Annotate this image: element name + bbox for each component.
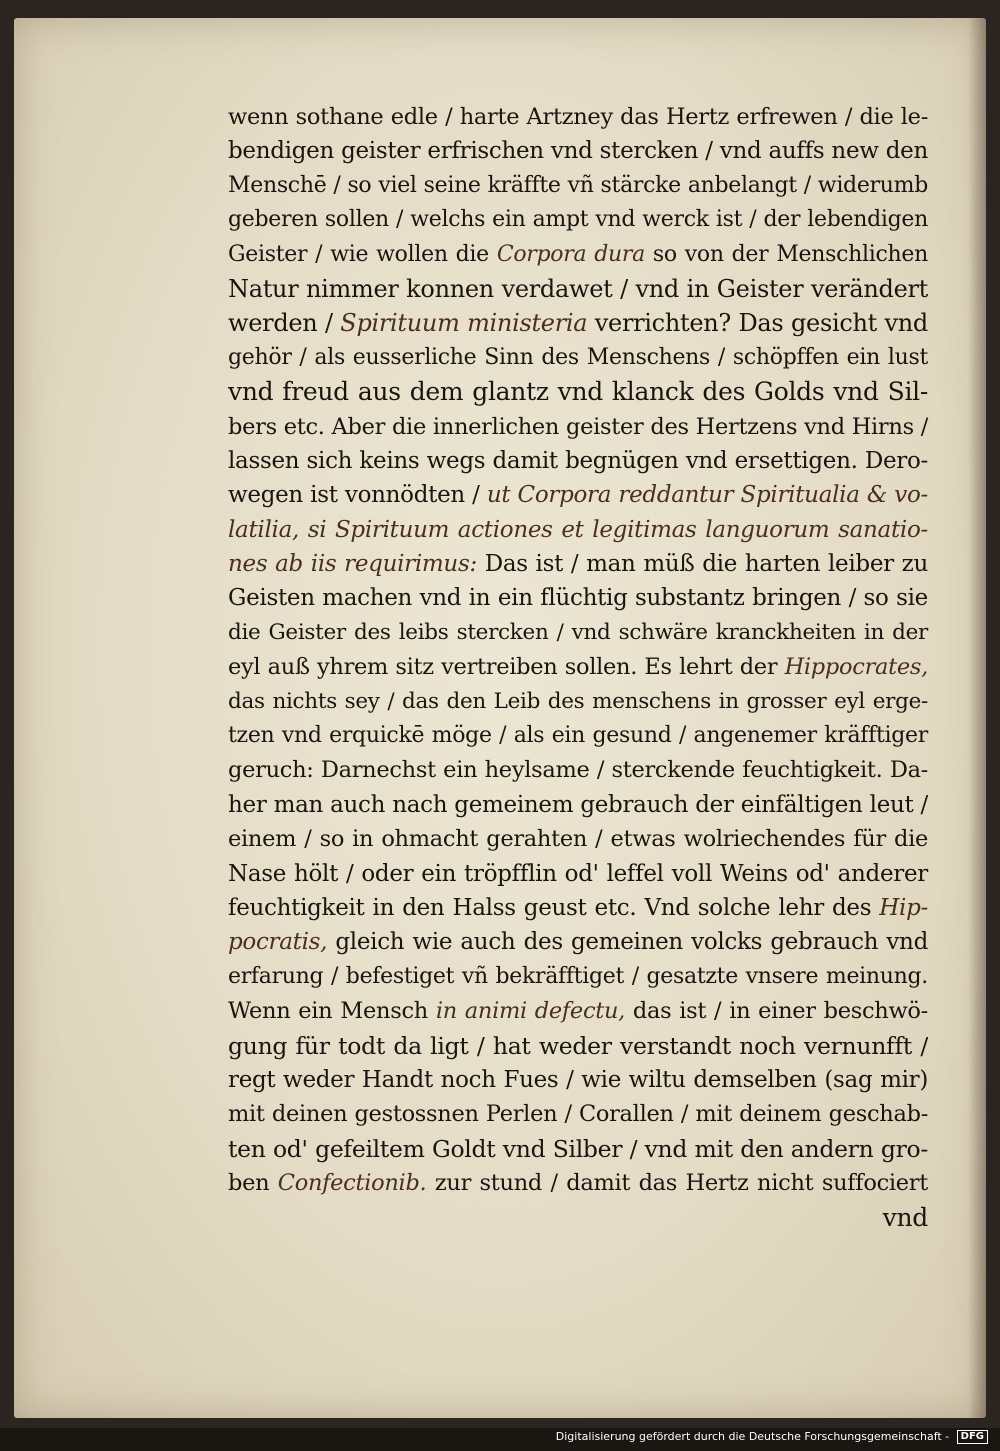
footer-credit — [556, 1430, 988, 1444]
text-line: werden / Spirituum ministeria verrichten? Das gesicht vnd — [228, 309, 928, 338]
catchword: vnd — [882, 1202, 928, 1232]
text-line: ten od' gefeiltem Goldt vnd Silber / vnd mit den andern gro- — [228, 1134, 928, 1163]
text-line: wegen ist vonnödten / ut Corpora reddantur Spiritualia & vo- — [228, 482, 928, 509]
latin-italic: latilia, si Spirituum actiones et legitimas languorum sanatio- — [228, 516, 928, 543]
text-line: Geister / wie wollen die Corpora dura so von der Menschlichen — [228, 241, 928, 267]
text-line — [228, 513, 928, 547]
text-line: gehör / als eusserliche Sinn des Menschens / schöpffen ein lust — [228, 344, 928, 370]
latin-italic: Hip- — [879, 894, 928, 921]
dfg-logo: DFG — [957, 1430, 988, 1444]
latin-italic: Spirituum ministeria — [340, 309, 588, 338]
text-line: her man auch nach gemeinem gebrauch der einfältigen leut / — [228, 791, 928, 818]
latin-italic: pocratis, — [228, 929, 328, 956]
text-line: vnd freud aus dem glantz vnd klanck des Golds vnd Sil- — [228, 377, 928, 407]
text-line: Geisten machen vnd in ein flüchtig substantz bringen / so sie — [228, 585, 928, 612]
latin-italic: in animi defectu, — [435, 998, 626, 1025]
text-line: erfarung / befestiget vñ bekräfftiget / gesatzte vnsere meinung. — [228, 963, 928, 989]
footer-text: Digitalisierung gefördert durch die Deutsche Forschungsgemeinschaft - — [555, 1430, 950, 1443]
text-line: bendigen geister erfrischen vnd stercken / vnd auffs new den — [228, 138, 928, 165]
text-line: die Geister des leibs stercken / vnd schwäre kranckheiten in der — [228, 619, 928, 645]
text-line: mit deinen gestossnen Perlen / Corallen / mit deinem geschab- — [228, 1101, 928, 1128]
text-line: Nase hölt / oder ein tröpfflin od' leffel voll Weins od' anderer — [228, 860, 928, 887]
page-spine-shadow — [968, 18, 986, 1418]
latin-italic: ut Corpora reddantur Spiritualia & vo- — [486, 482, 928, 509]
latin-italic: Hippocrates, — [784, 654, 928, 681]
text-line: Wenn ein Mensch in animi defectu, das ist / in einer beschwö- — [228, 998, 928, 1025]
book-page — [14, 18, 986, 1418]
text-line: regt weder Handt noch Fues / wie wiltu demselben (sag mir) — [228, 1066, 928, 1093]
text-line: wenn sothane edle / harte Artzney das Hertz erfrewen / die le- — [228, 104, 928, 130]
text-line: lassen sich keins wegs damit begnügen vnd ersettigen. Dero- — [228, 447, 928, 474]
text-line: gung für todt da ligt / hat weder verstandt noch vernunfft / — [228, 1031, 928, 1060]
text-line: pocratis, gleich wie auch des gemeinen volcks gebrauch vnd — [228, 929, 928, 956]
latin-italic: Corpora dura — [496, 241, 645, 267]
text-block — [228, 100, 928, 1235]
text-line: einem / so in ohmacht gerahten / etwas wolriechendes für die — [228, 826, 928, 853]
text-line: nes ab iis requirimus: Das ist / man müß die harten leiber zu — [228, 551, 928, 578]
text-line: Natur nimmer konnen verdawet / vnd in Geister verändert — [228, 274, 928, 303]
text-line: feuchtigkeit in den Halss geust etc. Vnd solche lehr des Hip- — [228, 894, 928, 921]
text-line: geberen sollen / welchs ein ampt vnd werck ist / der lebendigen — [228, 207, 928, 233]
latin-italic: Confectionib. — [277, 1170, 427, 1197]
text-line: tzen vnd erquickē möge / als ein gesund / angenemer kräfftiger — [228, 723, 928, 749]
text-line: ben Confectionib. zur stund / damit das Hertz nicht suffociert — [228, 1170, 928, 1197]
latin-italic: nes ab iis requirimus: — [228, 551, 477, 578]
text-line: geruch: Darnechst ein heylsame / sterckende feuchtigkeit. Da- — [228, 757, 928, 784]
text-line: eyl auß yhrem sitz vertreiben sollen. Es lehrt der Hippocrates, — [228, 654, 928, 681]
text-line: Menschē / so viel seine kräffte vñ stärcke anbelangt / widerumb — [228, 172, 928, 198]
text-line: das nichts sey / das den Leib des menschens in grosser eyl erge- — [228, 688, 928, 714]
text-line: bers etc. Aber die innerlichen geister des Hertzens vnd Hirns / — [228, 413, 928, 440]
